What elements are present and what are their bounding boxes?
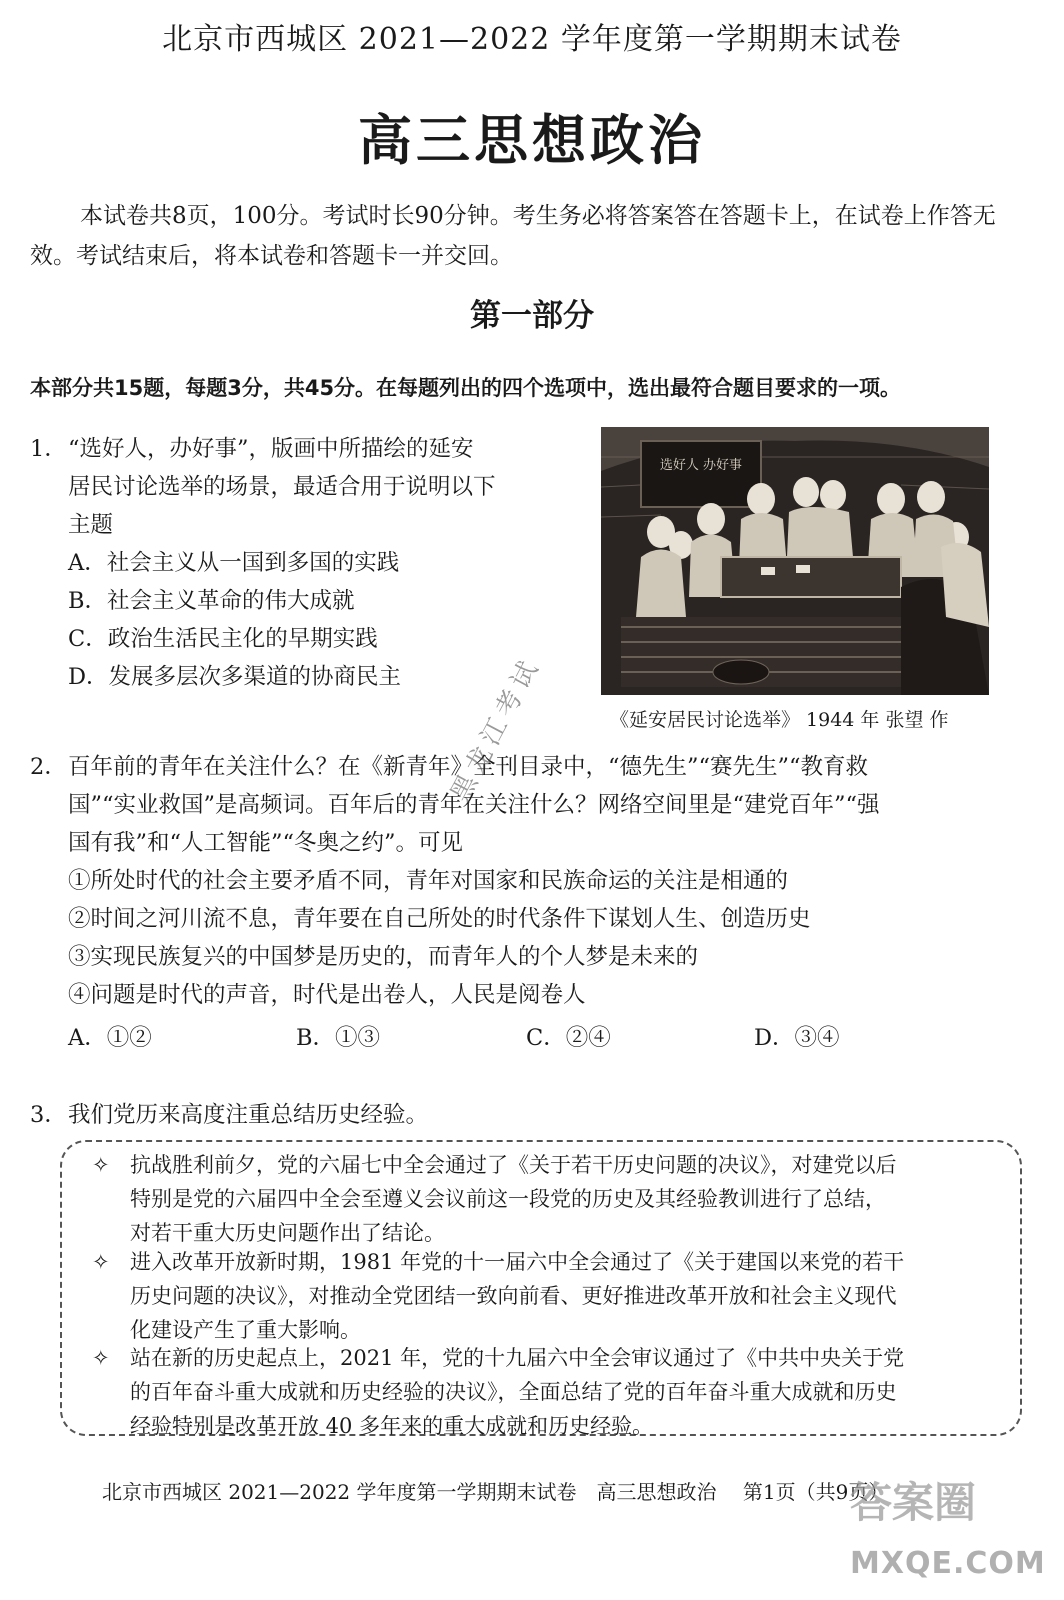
material-line: 化建设产生了重大影响。 bbox=[130, 1318, 361, 1342]
question-stem: 我们党历来高度注重总结历史经验。 bbox=[68, 1102, 429, 1128]
option-b[interactable]: B．社会主义革命的伟大成就 bbox=[68, 588, 355, 614]
diamond-star-icon: ✧ bbox=[92, 1346, 110, 1370]
option-a[interactable]: A．①② bbox=[68, 1025, 152, 1051]
board-text: 选好人 办好事 bbox=[659, 458, 743, 473]
logo-url: MXQE.COM bbox=[850, 1546, 1046, 1581]
question-stem-line: 百年前的青年在关注什么？在《新青年》全刊目录中，“德先生”“赛先生”“教育救 bbox=[68, 754, 869, 780]
statement-4: ④问题是时代的声音，时代是出卷人，人民是阅卷人 bbox=[68, 982, 586, 1008]
option-b[interactable]: B．①③ bbox=[296, 1025, 381, 1051]
question-stem-line: 国有我”和“人工智能”“冬奥之约”。可见 bbox=[68, 830, 464, 856]
part-title: 第一部分 bbox=[470, 298, 594, 334]
diagonal-watermark: 黑龙江考试 bbox=[445, 651, 547, 807]
question-number: 3． bbox=[30, 1102, 67, 1128]
statement-3: ③实现民族复兴的中国梦是历史的，而青年人的个人梦是未来的 bbox=[68, 944, 699, 970]
question-3 bbox=[30, 1096, 1040, 1136]
subject-title: 高三思想政治 bbox=[358, 109, 706, 172]
question-stem-line: 居民讨论选举的场景，最适合用于说明以下 bbox=[68, 474, 496, 500]
site-logo-watermark bbox=[850, 1466, 1050, 1590]
exam-header: 北京市西城区 2021—2022 学年度第一学期期末试卷 bbox=[162, 22, 902, 57]
material-line: 站在新的历史起点上，2021 年，党的十九届六中全会审议通过了《中共中央关于党 bbox=[130, 1346, 905, 1370]
question-1 bbox=[30, 430, 590, 700]
diamond-star-icon: ✧ bbox=[92, 1153, 110, 1177]
question-number: 2． bbox=[30, 754, 67, 780]
question-stem-line: 国”“实业救国”是高频词。百年后的青年在关注什么？网络空间里是“建党百年”“强 bbox=[68, 792, 880, 818]
material-item-3 bbox=[92, 1341, 1002, 1443]
option-d[interactable]: D．③④ bbox=[754, 1025, 840, 1051]
material-line: 的百年奋斗重大成就和历史经验的决议》，全面总结了党的百年奋斗重大成就和历史 bbox=[130, 1380, 897, 1404]
question-stem-line: “选好人，办好事”，版画中所描绘的延安 bbox=[68, 436, 474, 462]
question-stem-line: 主题 bbox=[68, 512, 114, 538]
logo-text: 答案圈 bbox=[850, 1478, 977, 1527]
material-line: 历史问题的决议》，对推动全党团结一致向前看、更好推进改革开放和社会主义现代 bbox=[130, 1284, 897, 1308]
material-line: 经验特别是改革开放 40 多年来的重大成就和历史经验。 bbox=[130, 1414, 654, 1438]
question-2 bbox=[30, 748, 1040, 1018]
woodcut-illustration bbox=[601, 427, 989, 695]
part-intro: 本部分共15题，每题3分，共45分。在每题列出的四个选项中，选出最符合题目要求的一项。 bbox=[30, 376, 902, 400]
diamond-star-icon: ✧ bbox=[92, 1250, 110, 1274]
option-a[interactable]: A．社会主义从一国到多国的实践 bbox=[68, 550, 400, 576]
material-line: 特别是党的六届四中全会至遵义会议前这一段党的历史及其经验教训进行了总结， bbox=[130, 1187, 886, 1211]
question-number: 1． bbox=[30, 436, 67, 462]
image-caption: 《延安居民讨论选举》 1944 年 张望 作 bbox=[610, 709, 949, 731]
statement-2: ②时间之河川流不息，青年要在自己所处的时代条件下谋划人生、创造历史 bbox=[68, 906, 811, 932]
material-line: 对若干重大历史问题作出了结论。 bbox=[130, 1221, 445, 1245]
option-c[interactable]: C．政治生活民主化的早期实践 bbox=[68, 626, 378, 652]
question-2-options bbox=[30, 1020, 1030, 1058]
woodcut-print-image bbox=[601, 427, 989, 695]
page-footer: 北京市西城区 2021—2022 学年度第一学期期末试卷 高三思想政治 第1页（共9页） bbox=[102, 1480, 889, 1504]
exam-instructions: 本试卷共8页，100分。考试时长90分钟。考生务必将答案答在答题卡上，在试卷上作答无效。考试结束后，将本试卷和答题卡一并交回。 bbox=[30, 203, 996, 269]
material-line: 进入改革开放新时期，1981 年党的十一届六中全会通过了《关于建国以来党的若干 bbox=[130, 1250, 905, 1274]
material-item-1 bbox=[92, 1148, 1002, 1250]
material-line: 抗战胜利前夕，党的六届七中全会通过了《关于若干历史问题的决议》，对建党以后 bbox=[130, 1153, 897, 1177]
option-c[interactable]: C．②④ bbox=[526, 1025, 611, 1051]
option-d[interactable]: D．发展多层次多渠道的协商民主 bbox=[68, 664, 402, 690]
material-item-2 bbox=[92, 1245, 1002, 1347]
statement-1: ①所处时代的社会主要矛盾不同，青年对国家和民族命运的关注是相通的 bbox=[68, 868, 789, 894]
